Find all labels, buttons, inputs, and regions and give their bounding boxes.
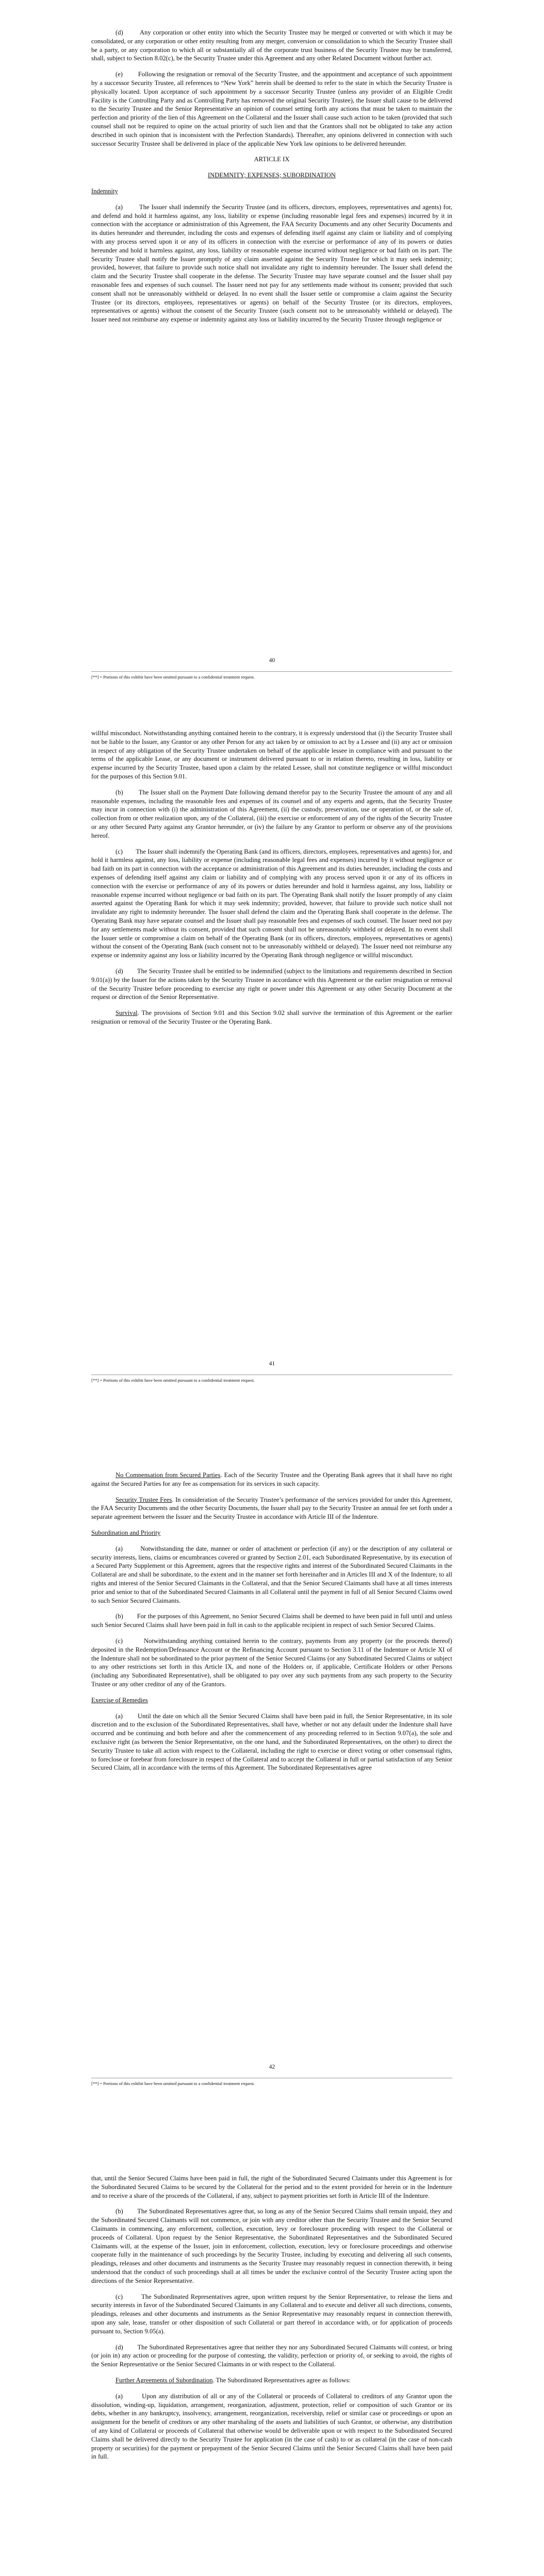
section-heading: Indemnity: [91, 187, 118, 195]
page-4: [0, 2110, 544, 2576]
paragraph: (a) Upon any distribution of all or any of the Collateral or proceeds of Collateral to creditors of any Grantor upon the dissolution, winding-up, liquidation, arrangement, reorganization, adjustment, protection, relief or composition of such Grantor or its debts, whether in any bankruptcy, insolvency, arrangement, reorganization, receivership, relief or similar case or proceedings or upon an assignment for the benefit of creditors or any other marshaling of the assets and liabilities of such Grantor, or otherwise, any distribution of any kind of Collateral or proceeds of Collateral that otherwise would be deliverable upon or with respect to the Subordinated Secured Claims shall be delivered directly to the Security Trustee for application (in the case of cash) to or as collateral (in the case of non-cash property or securities) for the payment or prepayment of the Senior Secured Claims until the Senior Secured Claims shall have been paid in full.: [91, 2392, 452, 2461]
paragraph: (b) For the purposes of this Agreement, no Senior Secured Claims shall be deemed to have been paid in full until and unless such Senior Secured Claims shall have been paid in full in cash to the applicable recipient in respect of such Senior Secured Claims.: [91, 1613, 453, 1629]
page-number: 42: [269, 2064, 275, 2070]
page-2: [0, 703, 544, 1406]
page-1: [0, 0, 544, 703]
paragraph: (a) The Issuer shall indemnify the Security Trustee (and its officers, directors, employees, representatives and agents) for, and defend and hold it harmless against, any loss, liability or expense (including reasonable legal fees and expenses) incurred by it in connection with the acceptance or administration of this Agreement, the FAA Security Documents and any other Security Documents and its duties hereunder and thereunder, including the costs and expenses of defending itself against any claim or liability and of complying with any process served upon it or any of its officers in connection with the exercise or performance of any of its powers or duties hereunder and hold it harmless against, any loss, liability or reasonable expense incurred without negligence or bad faith on its part. The Security Trustee shall notify the Issuer promptly of any claim asserted against the Security Trustee for which it may seek indemnity; provided, however, that failure to provide such notice shall not invalidate any right to indemnity hereunder. The Issuer shall defend the claim and the Security Trustee shall cooperate in the defense. The Security Trustee may have separate counsel and the Issuer shall pay reasonable fees and expenses of such counsel. The Issuer need not pay for any settlements made without its consent; provided that such consent shall not be unreasonably withheld or delayed. In no event shall the Issuer settle or compromise a claim against the Security Trustee (or its directors, employees, representatives or agents) on behalf of the Security Trustee (or its directors, employees, representatives or agents) without the consent of the Security Trustee (such consent not to be unreasonably withheld or delayed). The Issuer need not reimburse any expense or indemnity against any loss or liability incurred by the Security Trustee through negligence or: [91, 203, 452, 324]
section-heading: Subordination and Priority: [91, 1529, 161, 1536]
footnote: [**] = Portions of this exhibit have been omitted pursuant to a confidential treatment request.: [91, 1378, 255, 1383]
footnote: [**] = Portions of this exhibit have been omitted pursuant to a confidential treatment request.: [91, 674, 255, 680]
paragraph: Security Trustee Fees. In consideration of the Security Trustee’s performance of the services provided for under this Agreement, the FAA Security Documents and the other Security Documents, the Issuer shall pay to the Security Trustee an annual fee set forth under a separate agreement between the Issuer and the Security Trustee in accordance with Article III of the Indenture.: [91, 1496, 452, 1521]
paragraph: (c) Notwithstanding anything contained herein to the contrary, payments from any property (or the proceeds thereof) deposited in the Redemption/Defeasance Account or the Refinancing Account pursuant to Section 3.11 of the Indenture or Article XI of the Indenture shall not be subordinated to the prior payment of the Senior Secured Claims (or any Subordinated Secured Claims or subject to any other restrictions set forth in this Article IX, and none of the Holders or, if applicable, Certificate Holders or other Persons (including any Subordinated Representative), shall be obligated to pay over any such payments from any such property to the Security Trustee or any other creditor of any of the Grantors.: [91, 1637, 452, 1688]
paragraph: (d) The Security Trustee shall be entitled to be indemnified (subject to the limitations and requirements described in Section 9.01(a)) by the Issuer for the actions taken by the Security Trustee in accordance with this Agreement or the earlier resignation or removal of the Security Trustee before proceeding to exercise any right or power under this Agreement or any other Security Document at the request or direction of the Senior Representative.: [91, 967, 453, 1001]
page-4-body: [91, 2174, 452, 2468]
paragraph: Survival. The provisions of Section 9.01 and this Section 9.02 shall survive the termination of this Agreement or the earlier resignation or removal of the Security Trustee or the Operating Bank.: [91, 1009, 452, 1025]
page-2-body: [91, 729, 452, 1033]
article-title: ARTICLE IX: [254, 156, 290, 163]
footnote: [**] = Portions of this exhibit have been omitted pursuant to a confidential treatment request.: [91, 2081, 255, 2086]
paragraph: (b) The Subordinated Representatives agree that, so long as any of the Senior Secured Claims shall remain unpaid, they and the Subordinated Secured Claimants will not commence, or join with any creditor other than the Security Trustee and the Senior Secured Claimants in commencing, any enforcement, collection, execution, levy or foreclosure proceeding with respect to the Collateral or proceeds of Collateral. Upon request by the Senior Representative, the Subordinated Representatives and the Subordinated Secured Claimants will, at the expense of the Issuer, join in enforcement, collection, execution, levy or foreclosure proceedings and otherwise cooperate fully in the maintenance of such proceedings by the Security Trustee, including by executing and delivering all such consents, pleadings, releases and other documents and instruments as the Security Trustee may reasonably request in connection therewith, it being understood that the conduct of such proceedings shall at all times be under the exclusive control of the Security Trustee acting upon the directions of the Senior Representative.: [91, 2208, 452, 2284]
paragraph: that, until the Senior Secured Claims have been paid in full, the right of the Subordinated Secured Claimants under this Agreement is for the Subordinated Secured Claims to be secured by the Collateral for the period and to the extent provided for herein or in the Indenture and to receive a share of the proceeds of the Collateral, if any, subject to payment priorities set forth in Article III of the Indenture.: [91, 2175, 452, 2199]
paragraph: (a) Until the date on which all the Senior Secured Claims shall have been paid in full, the Senior Representative, in its sole discretion and to the exclusion of the Subordinated Representatives, shall have, whether or not any default under the Indenture shall have occurred and be continuing and both before and after the commencement of any proceeding referred to in Section 9.07(a), the sole and exclusive right (as between the Senior Representative, on the one hand, and the Subordinated Representatives, on the other) to direct the Security Trustee to take all action with respect to the Collateral, including the right to exercise or direct voting or other consensual rights, to foreclose or forebear from foreclosure in respect of the Collateral and to accept the Collateral in full or partial satisfaction of any Senior Secured Claim, all in accordance with the terms of this Agreement. The Subordinated Representatives agree: [91, 1712, 453, 1772]
paragraph: Further Agreements of Subordination. The Subordinated Representatives agree as follows:: [116, 2376, 351, 2384]
paragraph: (c) The Issuer shall indemnify the Operating Bank (and its officers, directors, employees, representatives and agents) for, and hold it harmless against, any loss, liability or expense (including reasonable legal fees and expenses) incurred by it without negligence or bad faith on its part in connection with the acceptance or administration of this Agreement and its duties hereunder, including the costs and expenses of defending itself against any claim or liability and of complying with any process served upon it or any of its officers in connection with the exercise or performance of any of its powers or duties hereunder and hold it harmless against, any loss, liability or reasonable expense incurred without negligence or bad faith on its part. The Operating Bank shall notify the Issuer promptly of any claim asserted against the Operating Bank for which it may seek indemnity; provided, however, that failure to provide such notice shall not invalidate any right to indemnity hereunder. The Issuer shall defend the claim and the Operating Bank shall cooperate in the defense. The Operating Bank may have separate counsel and the Issuer shall pay reasonable fees and expenses of such counsel. The Issuer need not pay for any settlements made without its consent, provided that such consent shall not be unreasonably withheld or delayed. In no event shall the Issuer settle or compromise a claim on behalf of the Operating Bank (or its officers, directors, employees, representatives or agents) without the consent of the Operating Bank (such consent not to be unreasonably withheld or delayed). The Issuer need not reimburse any expense or indemnity against any loss or liability incurred by the Operating Bank through negligence or willful misconduct.: [91, 848, 452, 959]
page-number: 41: [269, 1361, 275, 1367]
page-number: 40: [269, 657, 275, 664]
section-heading: Exercise of Remedies: [91, 1696, 148, 1704]
paragraph: (d) Any corporation or other entity into which the Security Trustee may be merged or converted or with which it may be consolidated, or any corporation or other entity resulting from any merger, conversion or consolidation to which the Security Trustee shall be a party, or any corporation to which all or substantially all of the corporate trust business of the Security Trustee may be transferred, shall, subject to Section 8.02(c), be the Security Trustee under this Agreement and any other Related Document without further act.: [91, 29, 452, 62]
page-3: [0, 1406, 544, 2110]
page-3-body: [91, 1471, 452, 1780]
paragraph: (a) Notwithstanding the date, manner or order of attachment or perfection (if any) or the description of any collateral or security interests, liens, claims or encumbrances covered or granted by Section 2.01, each Subordinated Representative, by its execution of a Secured Party Supplement or this Agreement, agrees that the respective rights and interest of the Subordinated Secured Claimants in the Collateral are and shall be subordinate, to the extent and in the manner set forth hereinafter and in Articles III and X of the Indenture, to all rights and interest of the Senior Secured Claimants in the Collateral, and that the Senior Secured Claimants shall have at all times interests prior and senior to that of the Subordinated Secured Claimants in all Collateral until the payment in full of all Senior Secured Claims owed to such Senior Secured Claimants.: [91, 1545, 453, 1604]
page-1-body: [91, 28, 452, 331]
paragraph: (e) Following the resignation or removal of the Security Trustee, and the appointment and acceptance of such appointment by a successor Security Trustee, all references to “New York” herein shall be deemed to refer to the state in which the Security Trustee is physically located. Upon acceptance of such appointment by a successor Security Trustee (unless any provider of an Eligible Credit Facility is the Controlling Party and as Controlling Party has removed the original Security Trustee), the Issuer shall cause to be delivered to the Security Trustee and the Senior Representative an opinion of counsel setting forth any actions that must be taken to maintain the perfection and priority of the lien of this Agreement on the Collateral and the Issuer shall cause such action to be taken (provided that such counsel shall not be required to opine on the actual priority of such lien and that the Grantors shall not be obligated to take any action described in such opinion that is inconsistent with the Perfection Standards). Thereafter, any opinions delivered in connection with such successor Security Trustee shall be delivered in place of the applicable New York law opinions to be delivered hereunder.: [91, 71, 452, 147]
paragraph: (d) The Subordinated Representatives agree that neither they nor any Subordinated Secured Claimants will contest, or bring (or join in) any action or proceeding for the purpose of contesting, the validity, perfection or priority of, or seeking to avoid, the rights of the Senior Representative or the Senior Secured Claimants in or with respect to the Collateral.: [91, 2343, 453, 2368]
article-subtitle: INDEMNITY; EXPENSES; SUBORDINATION: [208, 172, 336, 179]
paragraph: (b) The Issuer shall on the Payment Date following demand therefor pay to the Security Trustee the amount of any and all reasonable expenses, including the reasonable fees and expenses of its counsel and of any experts and agents, that the Security Trustee may incur in connection with (i) the administration of this Agreement, (ii) the custody, preservation, use or operation of, or the sale of, collection from or other realization upon, any of the Collateral, (iii) the exercise or enforcement of any of the rights of the Security Trustee or any other Secured Party against any Grantor hereunder, or (iv) the failure by any Grantor to perform or observe any of the provisions hereof.: [91, 788, 452, 839]
paragraph: willful misconduct. Notwithstanding anything contained herein to the contrary, it is expressly understood that (i) the Security Trustee shall not be liable to the Issuer, any Grantor or any other Person for any act taken by or omission to act by a Lessee and (ii) any act or omission in respect of any obligation of the Security Trustee undertaken on behalf of the applicable lessee in compliance with and pursuant to the terms of the applicable Lease, or any document or instrument delivered pursuant to or in relation thereto, resulting in loss, liability or expense incurred by the Security Trustee, based upon a claim by the related Lessee, shall not constitute negligence or willful misconduct for the purposes of this Section 9.01.: [91, 730, 452, 780]
paragraph: No Compensation from Secured Parties. Each of the Security Trustee and the Operating Bank agrees that it shall have no right against the Secured Parties for any fee as compensation for its services in such capacity.: [91, 1471, 453, 1487]
footnote-rule: [91, 671, 452, 672]
paragraph: (c) The Subordinated Representatives agree, upon written request by the Senior Representative, to release the liens and security interests in favor of the Subordinated Secured Claimants in any Collateral and to execute and deliver all such directions, consents, pleadings, releases and other documents and instruments as the Senior Representative may reasonably request in connection therewith, upon any sale, lease, transfer or other disposition of such Collateral or part thereof in accordance with, or for application of proceeds pursuant to, Section 9.05(a).: [91, 2293, 453, 2335]
